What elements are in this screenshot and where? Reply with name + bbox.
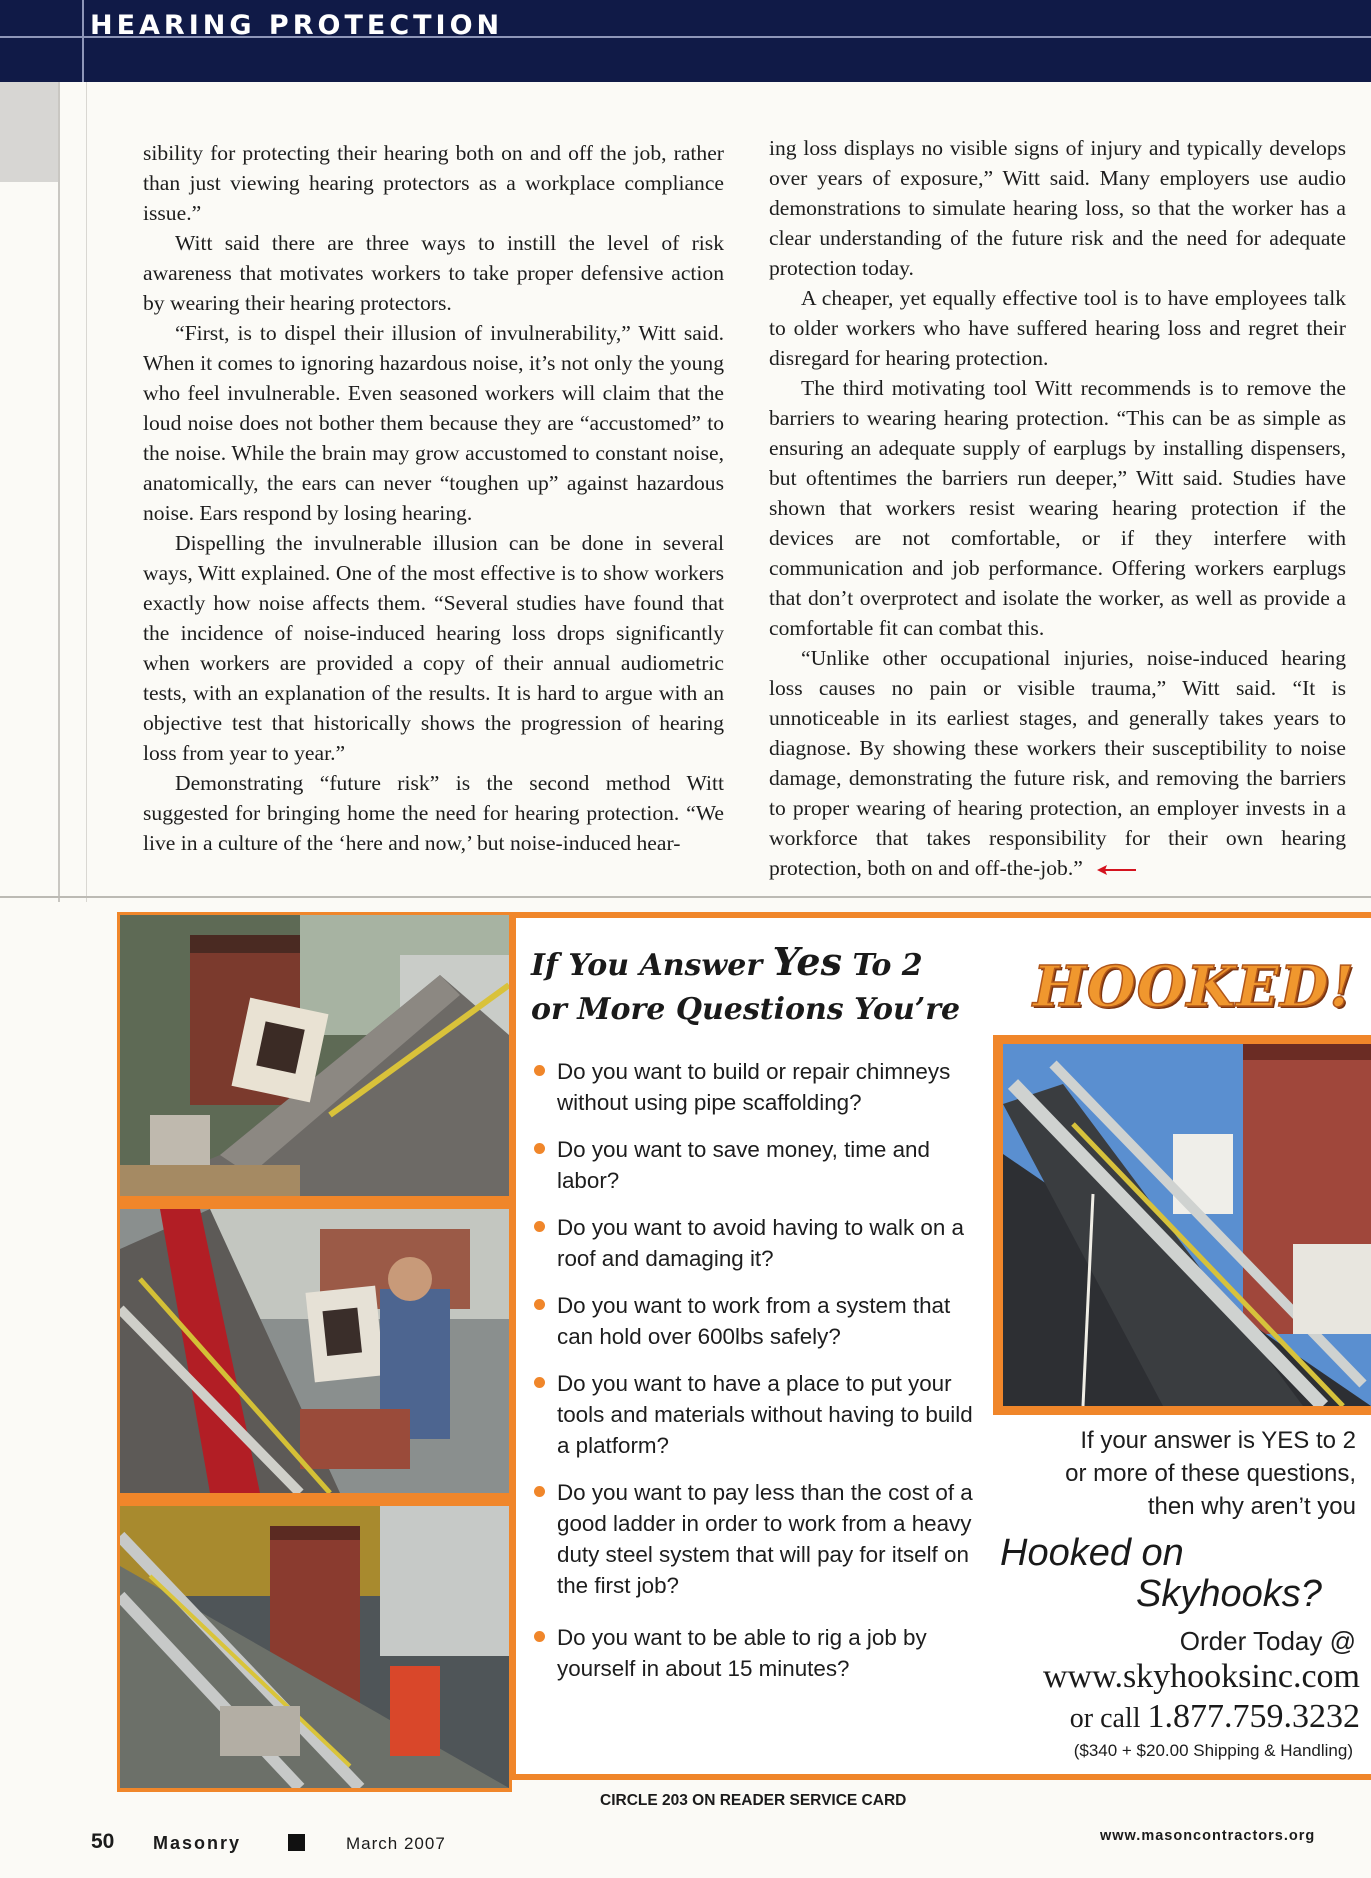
magazine-name: Masonry bbox=[153, 1833, 242, 1853]
paragraph: Dispelling the invulnerable illusion can be done in several ways, Witt explained. One of the most effective is to show workers exactly how noise affects them. “Several studies have found that the incidence of noise-induced hearing loss drops significantly when workers are provided a copy of their annual audiometric tests, with an explanation of the results. It is hard to argue with an objective test that historically shows the progression of hearing loss from year to year.” bbox=[143, 531, 724, 765]
question-text: Do you want to have a place to put your tools and materials without having to build a platform? bbox=[557, 1371, 973, 1458]
or-call-label: or call bbox=[1069, 1703, 1148, 1734]
list-item bbox=[534, 1368, 974, 1461]
ad-order-today: Order Today @ bbox=[1179, 1626, 1356, 1656]
ad-website-link[interactable]: www.skyhooksinc.com bbox=[1043, 1658, 1360, 1695]
bullet-icon bbox=[534, 1486, 545, 1497]
ad-hooked-on: Hooked on bbox=[1000, 1532, 1184, 1574]
paragraph-text: “Unlike other occupational injuries, noise-induced hearing loss causes no pain or visible trauma,” Witt said. “It is unnoticeable in its earliest stages, and generally takes years to diagnose. By showing these workers their susceptibility to noise damage, demonstrating the future risk, and removing the barriers to proper wearing of hearing protection, an employer invests in a workforce that takes responsibility for their own hearing protection, both on and off-the-job.” bbox=[769, 646, 1346, 880]
list-item bbox=[534, 1056, 974, 1118]
section-title: HEARING PROTECTION bbox=[90, 10, 504, 41]
page-number: 50 bbox=[91, 1830, 115, 1853]
ad-hooked-word: HOOKED! bbox=[1033, 954, 1355, 1020]
reader-service-note: CIRCLE 203 ON READER SERVICE CARD bbox=[600, 1792, 907, 1809]
bullet-icon bbox=[534, 1221, 545, 1232]
ad-photo-worker-chimney bbox=[120, 1209, 509, 1493]
ad-photo-strip bbox=[117, 912, 512, 1792]
ad-photo-ladder-chimney bbox=[993, 1035, 1371, 1415]
article-column-left bbox=[143, 138, 724, 858]
bullet-icon bbox=[534, 1377, 545, 1388]
paragraph: Witt said there are three ways to instill the level of risk awareness that motivates workers to take proper defensive action by wearing their hearing protectors. bbox=[143, 231, 724, 315]
ad-headline bbox=[531, 940, 960, 1032]
gutter-rule bbox=[58, 82, 60, 902]
list-item bbox=[534, 1134, 974, 1196]
answer-line: then why aren’t you bbox=[1147, 1493, 1356, 1520]
ad-photo-ladder-roof bbox=[120, 1506, 509, 1788]
bullet-icon bbox=[534, 1143, 545, 1154]
headline-part: To 2 bbox=[842, 948, 923, 983]
paragraph: sibility for protecting their hearing both on and off the job, rather than just viewing hearing protectors as a workplace compliance issue.” bbox=[143, 141, 724, 225]
phone-number[interactable]: 1.877.759.3232 bbox=[1147, 1698, 1360, 1735]
paragraph-last bbox=[769, 643, 1346, 883]
ad-price: ($340 + $20.00 Shipping & Handling) bbox=[1073, 1741, 1353, 1760]
question-text: Do you want to pay less than the cost of a good ladder in order to work from a heavy duty steel system that will pay for itself on the first job? bbox=[557, 1480, 973, 1598]
footer-square-icon bbox=[288, 1834, 305, 1851]
end-of-article-arrow-icon bbox=[1095, 864, 1137, 876]
headline-part: If You Answer bbox=[531, 948, 773, 983]
gutter-rule-inner bbox=[86, 82, 87, 902]
paragraph: Demonstrating “future risk” is the second method Witt suggested for bringing home the need for hearing protection. “We live in a culture of the ‘here and now,’ but noise-induced hear- bbox=[143, 771, 724, 855]
list-item bbox=[534, 1290, 974, 1352]
paragraph: “First, is to dispel their illusion of invulnerability,” Witt said. When it comes to ignoring hazardous noise, it’s not only the young who feel invulnerable. Even seasoned workers will claim that the loud noise does not bother them because they are “accustomed” to the noise. While the brain may grow accustomed to constant noise, anatomically, the ears can never “toughen up” against hazardous noise. Ears respond by losing hearing. bbox=[143, 321, 724, 525]
bullet-icon bbox=[534, 1065, 545, 1076]
question-text: Do you want to avoid having to walk on a roof and damaging it? bbox=[557, 1215, 965, 1271]
ad-photo-chimney-roof bbox=[120, 915, 509, 1196]
header-vertical-rule bbox=[82, 0, 84, 82]
article-column-right bbox=[769, 133, 1346, 883]
footer-website-link[interactable]: www.masoncontractors.org bbox=[1100, 1828, 1316, 1844]
bullet-icon bbox=[534, 1299, 545, 1310]
list-item bbox=[534, 1477, 974, 1601]
paragraph: The third motivating tool Witt recommends is to remove the barriers to wearing hearing protection. “This can be as simple as ensuring an adequate supply of earplugs by installing dispensers, but oftentimes the barriers run deeper,” Witt said. Studies have shown that workers resist wearing hearing protection if the devices are not comfortable, or if they interfere with communication and job performance. Offering workers earplugs that don’t overprotect and isolate the worker, as well as provide a comfortable fit can combat this. bbox=[769, 376, 1346, 640]
page-divider bbox=[0, 896, 1371, 898]
ad-skyhooks: Skyhooks? bbox=[1136, 1573, 1322, 1615]
ad-answer-text bbox=[985, 1424, 1356, 1523]
issue-date: March 2007 bbox=[346, 1834, 446, 1853]
list-item bbox=[534, 1212, 974, 1274]
answer-line: or more of these questions, bbox=[1065, 1460, 1356, 1487]
question-text: Do you want to build or repair chimneys without using pipe scaffolding? bbox=[557, 1059, 951, 1115]
ad-phone bbox=[960, 1698, 1360, 1736]
headline-line-2: or More Questions You’re bbox=[531, 992, 961, 1027]
question-text: Do you want to be able to rig a job by yourself in about 15 minutes? bbox=[557, 1625, 927, 1681]
list-item bbox=[534, 1622, 974, 1684]
answer-line: If your answer is YES to 2 bbox=[1080, 1427, 1356, 1454]
paragraph: A cheaper, yet equally effective tool is to have employees talk to older workers who have suffered hearing loss and regret their disregard for hearing protection. bbox=[769, 286, 1346, 370]
headline-yes: Yes bbox=[772, 939, 843, 984]
bullet-icon bbox=[534, 1631, 545, 1642]
question-text: Do you want to work from a system that can hold over 600lbs safely? bbox=[557, 1293, 951, 1349]
paragraph: ing loss displays no visible signs of injury and typically develops over years of exposure,” Witt said. Many employers use audio demonstrations to simulate hearing loss, so that the worker has a clear understanding of the future risk and the need for adequate protection today. bbox=[769, 136, 1346, 280]
ad-question-list bbox=[534, 1056, 974, 1700]
question-text: Do you want to save money, time and labor? bbox=[557, 1137, 930, 1193]
page-edge-tab bbox=[0, 82, 58, 182]
